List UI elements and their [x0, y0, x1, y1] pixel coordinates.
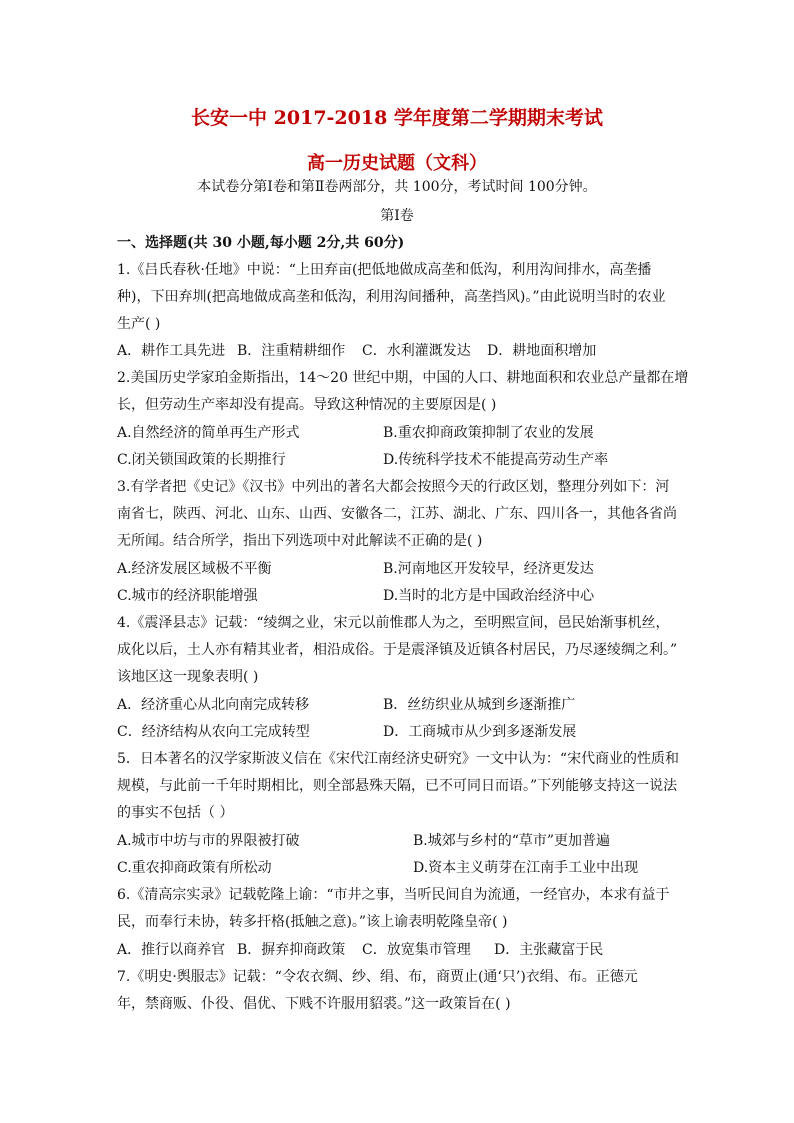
question-3-line-1: 3.有学者把《史记》《汉书》中列出的著名大都会按照今天的行政区划，整理分列如下：河: [117, 479, 670, 495]
question-5-options-row-1: [117, 832, 717, 850]
question-5-option-a[interactable]: A.城市中坊与市的界限被打破: [117, 833, 300, 849]
question-1-option-c[interactable]: C．水利灌溉发达: [362, 343, 471, 359]
volume-heading: 第Ⅰ卷: [380, 208, 414, 224]
question-6-option-d[interactable]: D．主张藏富于民: [494, 942, 604, 958]
question-2-option-b[interactable]: B.重农抑商政策抑制了农业的发展: [383, 425, 594, 441]
question-5-option-d[interactable]: D.资本主义萌芽在江南手工业中出现: [413, 860, 639, 876]
question-5-line-3: 的事实不包括（ ）: [117, 805, 234, 821]
question-1-line-3: 生产( ): [117, 316, 161, 332]
question-5-option-b[interactable]: B.城郊与乡村的“草市”更加普遍: [413, 833, 611, 849]
question-2-option-d[interactable]: D.传统科学技术不能提高劳动生产率: [383, 452, 609, 468]
question-2-options-row-2: [117, 451, 717, 469]
question-5-option-c[interactable]: C.重农抑商政策有所松动: [117, 860, 272, 876]
section-heading: 一、选择题(共 30 小题,每小题 2分,共 60分): [117, 235, 405, 251]
question-1-line-2: 种)，下田弃圳(把高地做成高垄和低沟，利用沟间播种，高垄挡风)。”由此说明当时的农业: [117, 289, 666, 305]
question-7-line-1: 7.《明史·舆服志》记载：“令农衣绸、纱、绢、布，商贾止(通‘只’)衣绢、布。正德元: [117, 969, 638, 985]
question-7-line-2: 年，禁商贩、仆役、倡优、下贱不许服用貂裘。”这一政策旨在( ): [117, 996, 511, 1012]
exam-title: 长安一中 2017-2018 学年度第二学期期末考试: [191, 107, 603, 129]
question-4-option-c[interactable]: C．经济结构从农向工完成转型: [117, 724, 310, 740]
question-3-options-row-2: [117, 587, 717, 605]
question-3-option-a[interactable]: A.经济发展区域极不平衡: [117, 561, 272, 577]
question-5-line-2: 规模，与此前一千年时期相比，则全部悬殊天隔，已不可同日而语。”下列能够支持这一说法: [117, 778, 678, 794]
question-1-option-d[interactable]: D．耕地面积增加: [487, 343, 597, 359]
question-3-line-3: 无所闻。结合所学，指出下列选项中对此解读不正确的是( ): [117, 533, 483, 549]
question-3-option-b[interactable]: B.河南地区开发较早，经济更发达: [383, 561, 594, 577]
question-2-line-1: 2.美国历史学家珀金斯指出，14～20 世纪中期，中国的人口、耕地面积和农业总产量都在增: [117, 370, 689, 386]
question-6-options: [117, 941, 717, 959]
question-4-option-b[interactable]: B．丝纺织业从城到乡逐渐推广: [383, 697, 576, 713]
question-4-option-d[interactable]: D．工商城市从少到多逐渐发展: [383, 724, 577, 740]
question-6-option-b[interactable]: B．摒弃抑商政策: [237, 942, 346, 958]
question-4-line-2: 成化以后，土人亦有精其业者，相沿成俗。于是震泽镇及近镇各村居民，乃尽逐绫绸之利。”: [117, 642, 678, 658]
question-6-line-1: 6.《清高宗实录》记载乾隆上谕：“市井之事，当听民间自为流通，一经官办，本求有益于: [117, 887, 670, 903]
question-4-options-row-1: [117, 696, 717, 714]
question-3-option-c[interactable]: C.城市的经济职能增强: [117, 588, 258, 604]
question-6-option-a[interactable]: A．推行以商养官: [117, 942, 226, 958]
exam-intro: 本试卷分第Ⅰ卷和第Ⅱ卷两部分，共 100分，考试时间 100分钟。: [197, 179, 597, 195]
question-2-options-row-1: [117, 424, 717, 442]
question-6-option-c[interactable]: C．放宽集市管理: [362, 942, 471, 958]
question-1-line-1: 1.《吕氏春秋·任地》中说：“上田弃亩(把低地做成高垄和低沟，利用沟间排水，高垄播: [117, 262, 652, 278]
question-3-option-d[interactable]: D.当时的北方是中国政治经济中心: [383, 588, 595, 604]
question-5-line-1: 5．日本著名的汉学家斯波义信在《宋代江南经济史研究》一文中认为：“宋代商业的性质和: [117, 751, 680, 767]
question-1-option-b[interactable]: B．注重精耕细作: [237, 343, 346, 359]
question-4-line-1: 4.《震泽县志》记载：“绫绸之业，宋元以前惟郡人为之，至明熙宣间，邑民始渐事机丝，: [117, 615, 670, 631]
question-5-options-row-2: [117, 859, 717, 877]
question-1-option-a[interactable]: A．耕作工具先进: [117, 343, 226, 359]
question-2-line-2: 长，但劳动生产率却没有提高。导致这种情况的主要原因是( ): [117, 397, 497, 413]
question-4-option-a[interactable]: A．经济重心从北向南完成转移: [117, 697, 310, 713]
question-4-line-3: 该地区这一现象表明( ): [117, 669, 259, 685]
question-2-option-a[interactable]: A.自然经济的简单再生产形式: [117, 425, 300, 441]
question-4-options-row-2: [117, 723, 717, 741]
question-3-line-2: 南省七，陕西、河北、山东、山西、安徽各二，江苏、湖北、广东、四川各一，其他各省尚: [117, 506, 677, 522]
question-3-options-row-1: [117, 560, 717, 578]
question-1-options: [117, 342, 717, 360]
question-6-line-2: 民，而奉行未协，转多扞格(抵触之意)。”该上谕表明乾隆皇帝( ): [117, 914, 508, 930]
question-2-option-c[interactable]: C.闭关锁国政策的长期推行: [117, 452, 286, 468]
exam-subtitle: 高一历史试题（文科）: [307, 153, 487, 174]
